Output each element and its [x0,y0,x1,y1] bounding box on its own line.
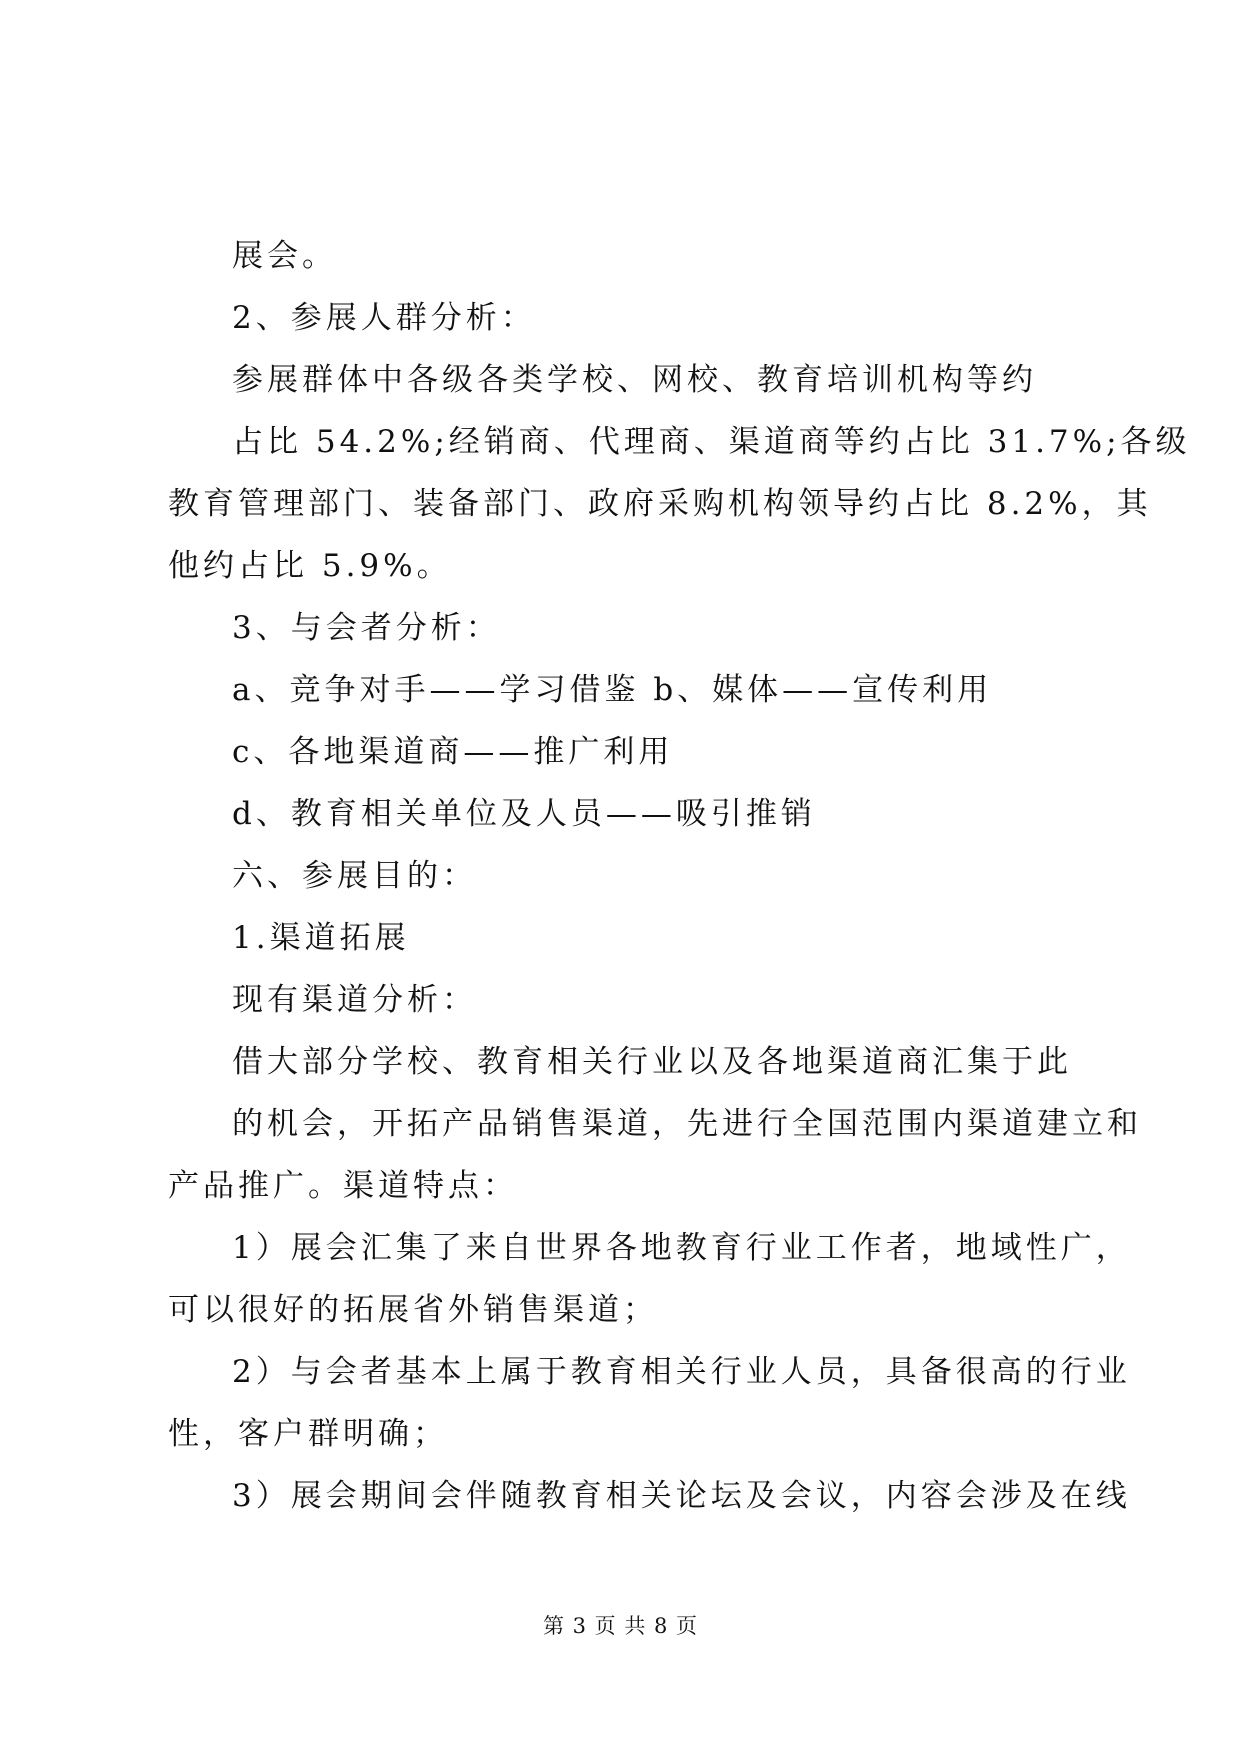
text-line: 借大部分学校、教育相关行业以及各地渠道商汇集于此 [232,1044,1072,1080]
text-line: 1.渠道拓展 [232,920,410,956]
text-line: c、各地渠道商——推广利用 [232,734,674,770]
text-line: 产品推广。渠道特点： [168,1168,518,1204]
text-line: 3、与会者分析： [232,610,501,646]
text-line: 2）与会者基本上属于教育相关行业人员，具备很高的行业 [232,1354,1131,1390]
text-line: 占比 54.2%;经销商、代理商、渠道商等约占比 31.7%;各级 [232,424,1191,460]
text-line: 可以很好的拓展省外销售渠道； [168,1292,658,1328]
text-line: 3）展会期间会伴随教育相关论坛及会议，内容会涉及在线 [232,1478,1131,1514]
text-line: 展会。 [232,238,337,274]
text-line: 2、参展人群分析： [232,300,536,336]
text-line: 他约占比 5.9%。 [168,548,452,584]
text-line: 现有渠道分析： [232,982,477,1018]
text-line: a、竞争对手——学习借鉴 b、媒体——宣传利用 [232,672,993,708]
text-line: d、教育相关单位及人员——吸引推销 [232,796,816,832]
text-line: 教育管理部门、装备部门、政府采购机构领导约占比 8.2%，其 [168,486,1152,522]
text-line: 1）展会汇集了来自世界各地教育行业工作者，地域性广， [232,1230,1131,1266]
page-number-footer: 第 3 页 共 8 页 [542,1614,699,1638]
text-line: 的机会，开拓产品销售渠道，先进行全国范围内渠道建立和 [232,1106,1142,1142]
text-line: 参展群体中各级各类学校、网校、教育培训机构等约 [232,362,1037,398]
body-text [168,225,1191,1527]
text-line: 性，客户群明确； [168,1416,448,1452]
text-line: 六、参展目的： [232,858,477,894]
